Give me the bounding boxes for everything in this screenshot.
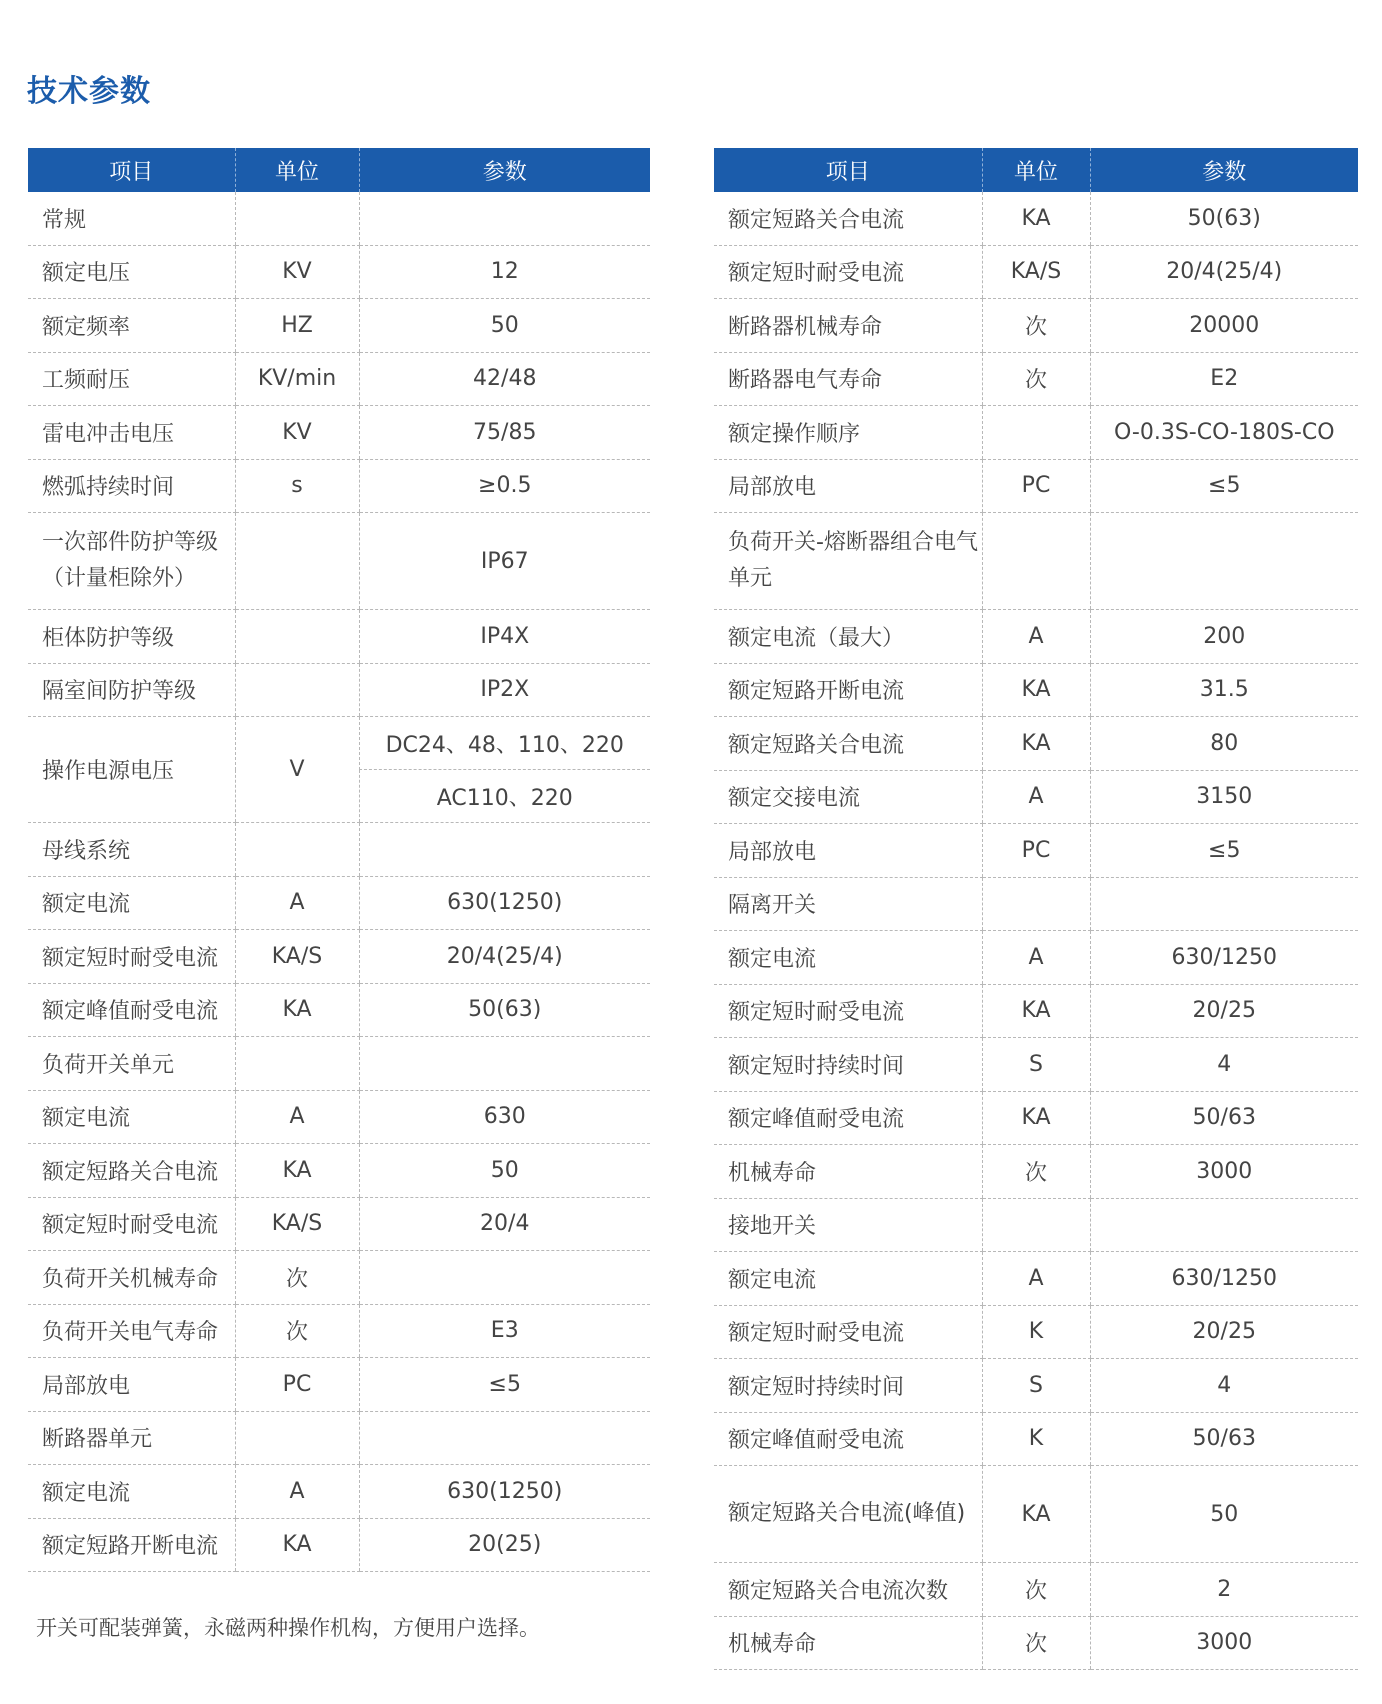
table-row <box>28 823 650 877</box>
row-unit <box>235 663 359 717</box>
table-row <box>714 1252 1358 1306</box>
table-row <box>28 299 650 353</box>
row-item: 局部放电 <box>28 1358 235 1412</box>
row-param: 50(63) <box>1090 192 1358 245</box>
row-item: 负荷开关单元 <box>28 1037 235 1091</box>
row-param: 630/1250 <box>1090 931 1358 985</box>
row-param: 4 <box>1090 1359 1358 1413</box>
row-param: 630(1250) <box>359 876 650 930</box>
row-unit: KV/min <box>235 352 359 406</box>
row-unit <box>982 513 1090 610</box>
row-item: 柜体防护等级 <box>28 610 235 664</box>
table-row <box>714 1305 1358 1359</box>
table-row <box>714 1466 1358 1563</box>
row-item: 额定短路关合电流 <box>28 1144 235 1198</box>
row-unit <box>982 406 1090 460</box>
table-row <box>714 406 1358 460</box>
row-item: 额定短路关合电流(峰值) <box>714 1466 982 1563</box>
row-param <box>359 1037 650 1091</box>
row-item: 负荷开关电气寿命 <box>28 1304 235 1358</box>
row-item: 接地开关 <box>714 1198 982 1252</box>
row-param: 50 <box>359 299 650 353</box>
table-header-row <box>714 148 1358 192</box>
header-item: 项目 <box>714 148 982 192</box>
row-unit <box>235 823 359 877</box>
row-param: E2 <box>1090 352 1358 406</box>
table-row <box>28 192 650 245</box>
row-item: 母线系统 <box>28 823 235 877</box>
row-unit: 次 <box>982 299 1090 353</box>
row-item: 燃弧持续时间 <box>28 459 235 513</box>
row-unit: PC <box>982 824 1090 878</box>
row-param: 50/63 <box>1090 1091 1358 1145</box>
row-item: 额定短路关合电流 <box>714 717 982 771</box>
row-param: 2 <box>1090 1563 1358 1617</box>
row-item: 负荷开关-熔断器组合电气单元 <box>714 513 982 610</box>
table-row <box>28 406 650 460</box>
row-param: 50 <box>359 1144 650 1198</box>
table-row <box>28 1358 650 1412</box>
row-unit: HZ <box>235 299 359 353</box>
table-row <box>714 663 1358 717</box>
row-unit: KA <box>235 1518 359 1572</box>
table-row <box>714 1563 1358 1617</box>
row-item: 一次部件防护等级（计量柜除外） <box>28 513 235 610</box>
table-row <box>28 1090 650 1144</box>
row-unit: s <box>235 459 359 513</box>
row-unit: PC <box>235 1358 359 1412</box>
row-param: 20/4(25/4) <box>1090 245 1358 299</box>
row-unit: A <box>235 1465 359 1519</box>
row-item: 额定操作顺序 <box>714 406 982 460</box>
row-param: 50/63 <box>1090 1412 1358 1466</box>
row-param <box>359 1411 650 1465</box>
table-row <box>714 1412 1358 1466</box>
table-row <box>28 1304 650 1358</box>
row-item: 常规 <box>28 192 235 245</box>
row-unit <box>982 877 1090 931</box>
row-item: 断路器电气寿命 <box>714 352 982 406</box>
table-row <box>28 876 650 930</box>
row-param: 31.5 <box>1090 663 1358 717</box>
table-row <box>28 245 650 299</box>
row-unit: A <box>982 1252 1090 1306</box>
table-row <box>28 717 650 770</box>
row-param: DC24、48、110、220 <box>359 717 650 770</box>
row-param: 50 <box>1090 1466 1358 1563</box>
row-unit: KA <box>235 1144 359 1198</box>
row-unit: S <box>982 1359 1090 1413</box>
row-item: 负荷开关机械寿命 <box>28 1251 235 1305</box>
row-unit: A <box>235 876 359 930</box>
row-unit <box>235 610 359 664</box>
row-unit: K <box>982 1305 1090 1359</box>
table-row <box>28 610 650 664</box>
row-item: 额定峰值耐受电流 <box>714 1091 982 1145</box>
row-unit: A <box>982 770 1090 824</box>
table-row <box>714 352 1358 406</box>
row-unit: KA/S <box>235 930 359 984</box>
row-param: 630/1250 <box>1090 1252 1358 1306</box>
row-item: 局部放电 <box>714 824 982 878</box>
row-item: 额定交接电流 <box>714 770 982 824</box>
row-param <box>359 192 650 245</box>
table-row <box>28 983 650 1037</box>
row-item: 额定短时耐受电流 <box>28 930 235 984</box>
table-row <box>714 610 1358 664</box>
row-item: 额定短时耐受电流 <box>714 1305 982 1359</box>
row-param: 3000 <box>1090 1616 1358 1670</box>
table-row <box>714 1091 1358 1145</box>
table-row <box>28 1144 650 1198</box>
row-param: 630 <box>359 1090 650 1144</box>
table-row <box>28 459 650 513</box>
row-param: 630(1250) <box>359 1465 650 1519</box>
row-unit: KA <box>982 1466 1090 1563</box>
row-param: IP67 <box>359 513 650 610</box>
row-item: 额定短路关合电流次数 <box>714 1563 982 1617</box>
table-row <box>28 1465 650 1519</box>
row-item: 额定短路开断电流 <box>714 663 982 717</box>
row-param: IP4X <box>359 610 650 664</box>
row-param <box>359 823 650 877</box>
row-param: ≤5 <box>359 1358 650 1412</box>
row-param <box>1090 1198 1358 1252</box>
row-param <box>1090 513 1358 610</box>
row-item: 额定电流 <box>28 1465 235 1519</box>
row-item: 隔室间防护等级 <box>28 663 235 717</box>
row-item: 工频耐压 <box>28 352 235 406</box>
row-param: 50(63) <box>359 983 650 1037</box>
row-param: 20/4 <box>359 1197 650 1251</box>
row-item: 额定电流 <box>714 1252 982 1306</box>
row-unit: KA/S <box>235 1197 359 1251</box>
row-item: 额定峰值耐受电流 <box>28 983 235 1037</box>
table-row <box>28 930 650 984</box>
header-item: 项目 <box>28 148 235 192</box>
right-spec-table <box>714 148 1358 1670</box>
table-row <box>714 513 1358 610</box>
table-row <box>714 877 1358 931</box>
row-unit: S <box>982 1038 1090 1092</box>
row-item: 额定电流 <box>714 931 982 985</box>
row-param: ≥0.5 <box>359 459 650 513</box>
row-param: ≤5 <box>1090 824 1358 878</box>
row-unit: KV <box>235 245 359 299</box>
table-row <box>714 1359 1358 1413</box>
row-unit: 次 <box>982 352 1090 406</box>
header-unit: 单位 <box>982 148 1090 192</box>
row-item: 隔离开关 <box>714 877 982 931</box>
row-item: 额定电流 <box>28 876 235 930</box>
table-row <box>28 1411 650 1465</box>
row-param: 3000 <box>1090 1145 1358 1199</box>
table-row <box>714 245 1358 299</box>
row-unit: KA <box>982 1091 1090 1145</box>
row-unit: KV <box>235 406 359 460</box>
table-row <box>714 459 1358 513</box>
row-item: 机械寿命 <box>714 1616 982 1670</box>
row-param: AC110、220 <box>359 770 650 823</box>
row-unit: A <box>982 931 1090 985</box>
row-param <box>1090 877 1358 931</box>
row-unit: 次 <box>982 1145 1090 1199</box>
header-unit: 单位 <box>235 148 359 192</box>
row-unit: 次 <box>235 1304 359 1358</box>
table-row <box>714 299 1358 353</box>
row-param: 4 <box>1090 1038 1358 1092</box>
row-unit: KA <box>982 663 1090 717</box>
table-row <box>714 984 1358 1038</box>
row-item: 额定短时耐受电流 <box>28 1197 235 1251</box>
table-row <box>28 663 650 717</box>
row-item: 额定短路关合电流 <box>714 192 982 245</box>
row-unit: KA/S <box>982 245 1090 299</box>
row-param: 80 <box>1090 717 1358 771</box>
table-row <box>714 931 1358 985</box>
row-item: 断路器机械寿命 <box>714 299 982 353</box>
row-item: 机械寿命 <box>714 1145 982 1199</box>
row-item: 额定频率 <box>28 299 235 353</box>
row-item: 雷电冲击电压 <box>28 406 235 460</box>
row-unit: V <box>235 717 359 823</box>
table-row <box>28 1197 650 1251</box>
row-param: 20/25 <box>1090 1305 1358 1359</box>
row-param: 20(25) <box>359 1518 650 1572</box>
table-row <box>714 1145 1358 1199</box>
row-item: 额定电流 <box>28 1090 235 1144</box>
row-unit: A <box>235 1090 359 1144</box>
footnote: 开关可配装弹簧，永磁两种操作机构，方便用户选择。 <box>36 1616 540 1640</box>
page-title: 技术参数 <box>27 74 151 109</box>
row-unit <box>235 1411 359 1465</box>
row-unit: 次 <box>235 1251 359 1305</box>
table-row <box>714 717 1358 771</box>
row-unit <box>982 1198 1090 1252</box>
row-item: 额定电流（最大） <box>714 610 982 664</box>
row-unit: KA <box>982 984 1090 1038</box>
row-param: O-0.3S-CO-180S-CO <box>1090 406 1358 460</box>
row-unit: KA <box>982 717 1090 771</box>
row-item: 额定短时持续时间 <box>714 1038 982 1092</box>
row-unit: PC <box>982 459 1090 513</box>
table-row <box>28 1518 650 1572</box>
row-unit <box>235 192 359 245</box>
row-unit <box>235 513 359 610</box>
row-unit: A <box>982 610 1090 664</box>
row-param: 200 <box>1090 610 1358 664</box>
row-param: 42/48 <box>359 352 650 406</box>
row-param: 20/25 <box>1090 984 1358 1038</box>
row-param: ≤5 <box>1090 459 1358 513</box>
table-row <box>714 1616 1358 1670</box>
row-unit: 次 <box>982 1563 1090 1617</box>
row-item: 断路器单元 <box>28 1411 235 1465</box>
row-param: IP2X <box>359 663 650 717</box>
header-param: 参数 <box>1090 148 1358 192</box>
table-row <box>28 1037 650 1091</box>
table-row <box>28 1251 650 1305</box>
left-table-body <box>28 192 650 1572</box>
row-item: 额定短时耐受电流 <box>714 984 982 1038</box>
row-param: 3150 <box>1090 770 1358 824</box>
row-unit: 次 <box>982 1616 1090 1670</box>
right-table-body <box>714 192 1358 1670</box>
row-item: 额定短时持续时间 <box>714 1359 982 1413</box>
table-row <box>28 513 650 610</box>
table-row <box>714 192 1358 245</box>
header-param: 参数 <box>359 148 650 192</box>
table-row <box>28 352 650 406</box>
table-row <box>714 770 1358 824</box>
row-item: 额定峰值耐受电流 <box>714 1412 982 1466</box>
table-row <box>714 824 1358 878</box>
row-param: E3 <box>359 1304 650 1358</box>
row-item: 额定短路开断电流 <box>28 1518 235 1572</box>
row-unit <box>235 1037 359 1091</box>
row-param: 20/4(25/4) <box>359 930 650 984</box>
row-param <box>359 1251 650 1305</box>
left-spec-table <box>28 148 650 1572</box>
row-unit: K <box>982 1412 1090 1466</box>
row-param: 75/85 <box>359 406 650 460</box>
table-header-row <box>28 148 650 192</box>
row-param: 20000 <box>1090 299 1358 353</box>
row-item: 额定电压 <box>28 245 235 299</box>
row-item: 局部放电 <box>714 459 982 513</box>
table-row <box>714 1198 1358 1252</box>
row-unit: KA <box>235 983 359 1037</box>
row-item: 额定短时耐受电流 <box>714 245 982 299</box>
table-row <box>714 1038 1358 1092</box>
row-unit: KA <box>982 192 1090 245</box>
row-item: 操作电源电压 <box>28 717 235 823</box>
row-param: 12 <box>359 245 650 299</box>
